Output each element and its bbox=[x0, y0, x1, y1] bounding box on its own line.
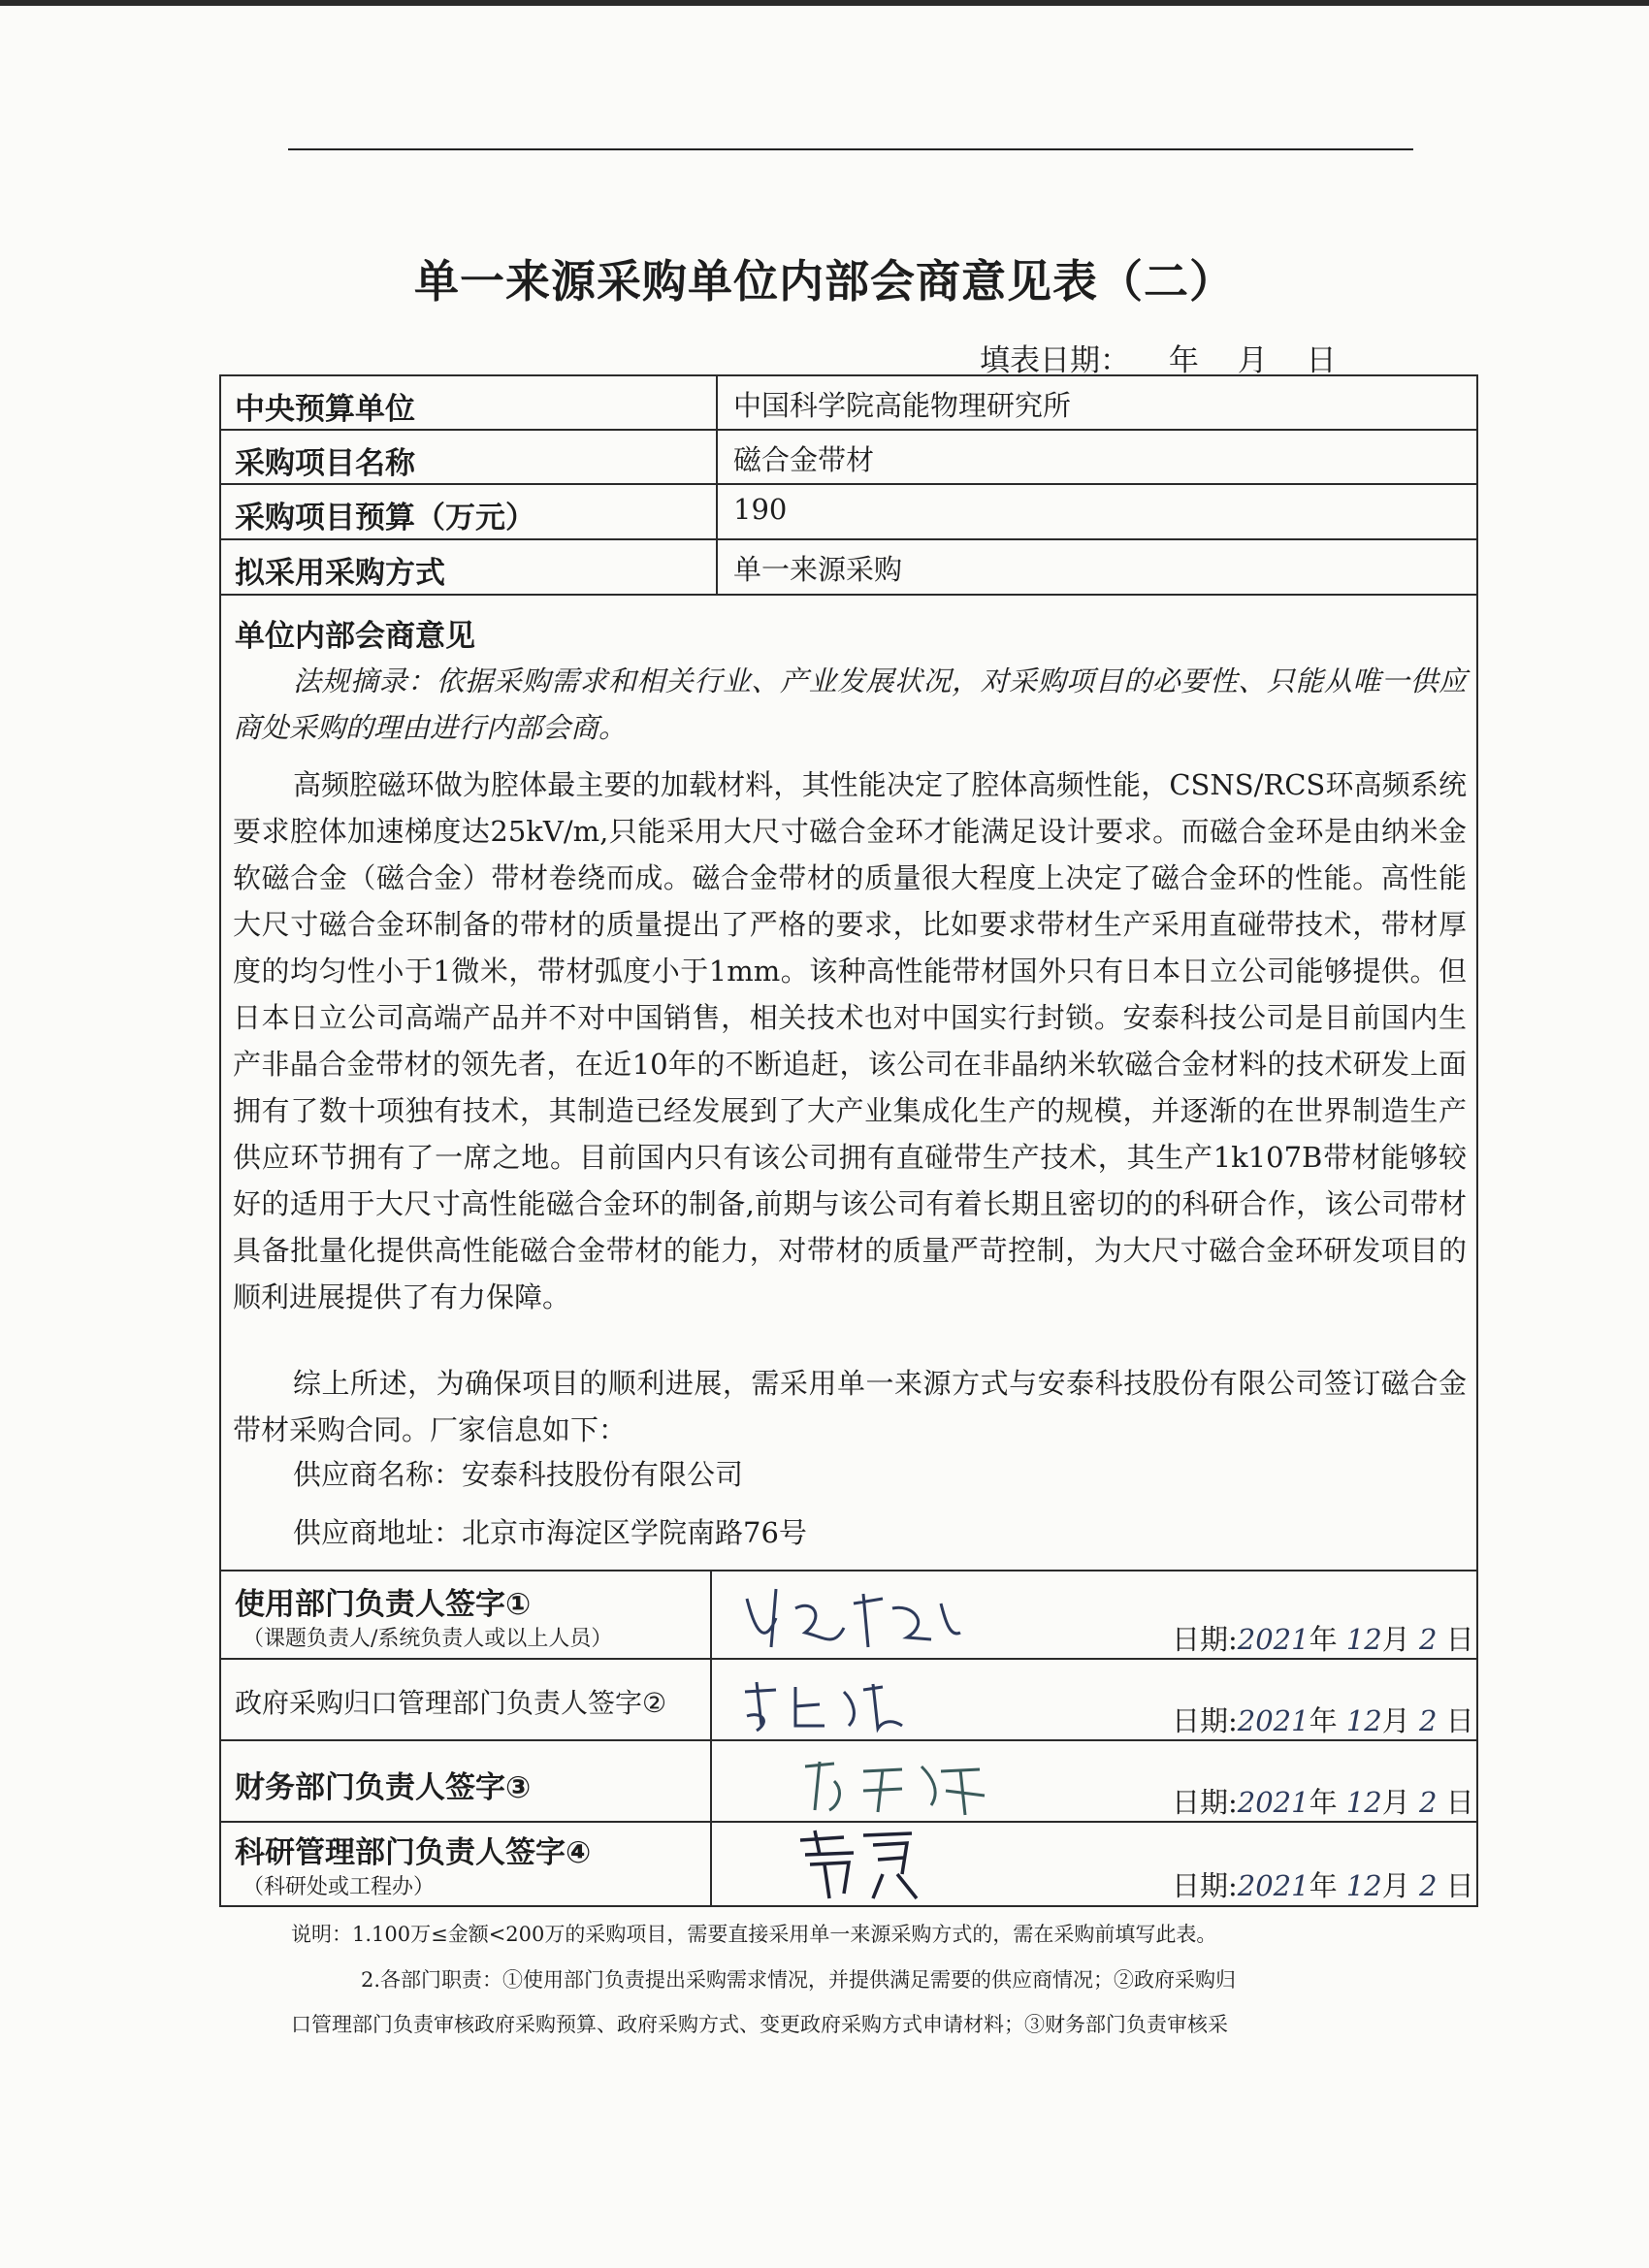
date-day: 2 bbox=[1418, 1869, 1438, 1902]
signature-sublabel: （科研处或工程办） bbox=[242, 1875, 436, 1899]
row-divider bbox=[219, 538, 1478, 540]
scan-edge bbox=[0, 0, 1649, 6]
date-label: 日期: bbox=[1172, 1786, 1238, 1819]
date-year: 2021 bbox=[1237, 1869, 1310, 1902]
day-unit: 日 bbox=[1445, 1786, 1474, 1819]
row-divider bbox=[219, 1821, 1478, 1823]
row-value: 190 bbox=[733, 493, 788, 526]
date-day: 2 bbox=[1418, 1623, 1438, 1656]
day-unit: 日 bbox=[1445, 1704, 1474, 1737]
signature-date bbox=[1172, 1618, 1474, 1658]
opinion-body: 高频腔磁环做为腔体最主要的加载材料，其性能决定了腔体高频性能，CSNS/RCS环高频系统要求腔体加速梯度达25kV/m,只能采用大尺寸磁合金环才能满足设计要求。而磁合金环是由纳米金软磁合金（磁合金）带材卷绕而成。磁合金带材的质量很大程度上决定了磁合金环的性能。高性能大尺寸磁合金环制备的带材的质量提出了严格的要求，比如要求带材生产采用直碰带技术，带材厚度的均匀性小于1微米，带材弧度小于1mm。该种高性能带材国外只有日本日立公司能够提供。但日本日立公司高端产品并不对中国销售，相关技术也对中国实行封锁。安泰科技公司是目前国内生产非晶合金带材的领先者，在近10年的不断追赶，该公司在非晶纳米软磁合金材料的技术研发上面拥有了数十项独有技术，其制造已经发展到了大产业集成化生产的规模，并逐渐的在世界制造生产供应环节拥有了一席之地。目前国内只有该公司拥有直碰带生产技术，其生产1k107B带材能够较好的适用于大尺寸高性能磁合金环的制备,前期与该公司有着长期且密切的的科研合作，该公司带材具备批量化提供高性能磁合金带材的能力，对带材的质量严苛控制，为大尺寸磁合金环研发项目的顺利进展提供了有力保障。 bbox=[233, 768, 1467, 1313]
month-unit: 月 bbox=[1381, 1786, 1410, 1819]
row-value: 中国科学院高能物理研究所 bbox=[733, 389, 1072, 422]
signature-label: 科研管理部门负责人签字④ bbox=[235, 1835, 592, 1870]
date-year: 2021 bbox=[1237, 1786, 1310, 1819]
date-month: 12 bbox=[1345, 1786, 1382, 1819]
date-year: 2021 bbox=[1237, 1704, 1310, 1737]
date-label: 日期: bbox=[1172, 1869, 1238, 1902]
year-unit: 年 bbox=[1309, 1623, 1338, 1656]
fill-date-year: 年 bbox=[1168, 343, 1199, 378]
date-month: 12 bbox=[1345, 1704, 1382, 1737]
row-divider bbox=[219, 483, 1478, 485]
handwritten-signature bbox=[786, 1826, 941, 1903]
year-unit: 年 bbox=[1309, 1786, 1338, 1819]
signature-date bbox=[1172, 1864, 1474, 1904]
date-day: 2 bbox=[1418, 1704, 1438, 1737]
row-divider bbox=[219, 1739, 1478, 1741]
row-value: 单一来源采购 bbox=[733, 553, 903, 586]
row-label: 拟采用采购方式 bbox=[235, 556, 445, 591]
signature-date bbox=[1172, 1700, 1474, 1739]
handwritten-signature bbox=[737, 1579, 970, 1657]
signature-sublabel: （课题负责人/系统负责人或以上人员） bbox=[242, 1627, 613, 1651]
note-line: 说明：1.100万≤金额<200万的采购项目，需要直接采用单一来源采购方式的，需在采购前填写此表。 bbox=[291, 1923, 1217, 1946]
regulation-excerpt: 法规摘录：依据采购需求和相关行业、产业发展状况，对采购项目的必要性、只能从唯一供应商处采购的理由进行内部会商。 bbox=[233, 664, 1467, 744]
date-day: 2 bbox=[1418, 1786, 1438, 1819]
row-divider bbox=[219, 1658, 1478, 1660]
month-unit: 月 bbox=[1381, 1869, 1410, 1902]
row-value: 磁合金带材 bbox=[733, 443, 875, 476]
date-label: 日期: bbox=[1172, 1704, 1238, 1737]
signature-label: 政府采购归口管理部门负责人签字② bbox=[235, 1687, 667, 1719]
signature-date bbox=[1172, 1781, 1474, 1821]
page-title: 单一来源采购单位内部会商意见表（二） bbox=[414, 255, 1235, 308]
handwritten-signature bbox=[795, 1752, 999, 1820]
fill-date-month: 月 bbox=[1237, 343, 1268, 378]
row-label: 采购项目名称 bbox=[235, 446, 415, 481]
row-label: 采购项目预算（万元） bbox=[235, 501, 535, 535]
supplier-address: 供应商地址：北京市海淀区学院南路76号 bbox=[293, 1516, 807, 1549]
year-unit: 年 bbox=[1309, 1869, 1338, 1902]
row-divider bbox=[219, 429, 1478, 431]
fill-date-label: 填表日期： bbox=[980, 343, 1130, 378]
handwritten-signature bbox=[737, 1672, 931, 1738]
year-unit: 年 bbox=[1309, 1704, 1338, 1737]
signature-label: 使用部门负责人签字① bbox=[235, 1587, 532, 1622]
row-divider bbox=[219, 1570, 1478, 1571]
date-year: 2021 bbox=[1237, 1623, 1310, 1656]
note-line: 口管理部门负责审核政府采购预算、政府采购方式、变更政府采购方式申请材料；③财务部门负责审核采 bbox=[291, 2013, 1228, 2036]
date-month: 12 bbox=[1345, 1869, 1382, 1902]
opinion-heading: 单位内部会商意见 bbox=[235, 619, 475, 654]
supplier-name: 供应商名称：安泰科技股份有限公司 bbox=[293, 1458, 744, 1491]
column-divider bbox=[710, 1570, 712, 1907]
note-line: 2.各部门职责：①使用部门负责提出采购需求情况，并提供满足需要的供应商情况；②政府采购归 bbox=[361, 1968, 1237, 1992]
row-divider bbox=[219, 594, 1478, 596]
date-month: 12 bbox=[1345, 1623, 1382, 1656]
column-divider bbox=[716, 374, 718, 596]
header-rule bbox=[288, 148, 1413, 150]
fill-date-day: 日 bbox=[1306, 343, 1337, 378]
row-label: 中央预算单位 bbox=[235, 392, 415, 427]
month-unit: 月 bbox=[1381, 1704, 1410, 1737]
day-unit: 日 bbox=[1445, 1869, 1474, 1902]
conclusion: 综上所述，为确保项目的顺利进展，需采用单一来源方式与安泰科技股份有限公司签订磁合金带材采购合同。厂家信息如下： bbox=[233, 1367, 1467, 1446]
day-unit: 日 bbox=[1445, 1623, 1474, 1656]
date-label: 日期: bbox=[1172, 1623, 1238, 1656]
signature-label: 财务部门负责人签字③ bbox=[235, 1770, 532, 1805]
fill-date bbox=[980, 336, 1337, 379]
month-unit: 月 bbox=[1381, 1623, 1410, 1656]
